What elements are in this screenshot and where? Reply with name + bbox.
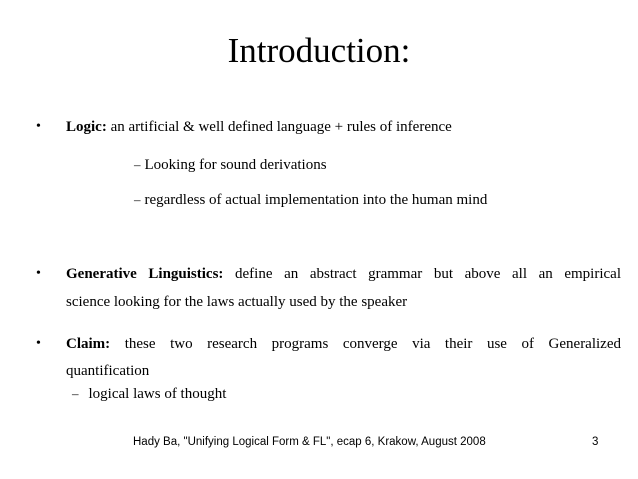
- slide-footer: Hady Ba, "Unifying Logical Form & FL", ecap 6, Krakow, August 2008: [133, 436, 486, 448]
- bullet-dot-icon: •: [36, 119, 41, 134]
- bullet-dot-icon: •: [36, 336, 41, 351]
- bullet-text-line-1: [66, 264, 621, 284]
- bullet-heading: Logic:: [66, 119, 107, 135]
- slide-title: Introduction:: [227, 31, 411, 70]
- subitem: [72, 384, 226, 404]
- bullet-body: these two research programs converge via their use of Generalized: [110, 336, 621, 352]
- subitem: [134, 155, 327, 175]
- page-number: 3: [592, 436, 599, 448]
- bullet-dot-icon: •: [36, 266, 41, 281]
- dash-icon: –: [134, 157, 141, 172]
- bullet-body: define an abstract grammar but above all an empirical: [223, 266, 621, 282]
- bullet-text-line-2: quantification: [66, 363, 150, 379]
- dash-icon: –: [72, 386, 79, 401]
- bullet-text-line-2: science looking for the laws actually used by the speaker: [66, 294, 408, 310]
- bullet-body: an artificial & well defined language + rules of inference: [106, 119, 452, 135]
- bullet-heading: Claim:: [66, 336, 111, 352]
- subitem: [134, 190, 487, 210]
- bullet-text: [66, 117, 452, 137]
- subitem-text: regardless of actual implementation into the human mind: [144, 192, 488, 208]
- subitem-text: Looking for sound derivations: [144, 157, 327, 173]
- subitem-text: logical laws of thought: [88, 386, 227, 402]
- bullet-heading: Generative Linguistics:: [66, 266, 224, 282]
- bullet-text-line-1: [66, 334, 621, 354]
- dash-icon: –: [134, 192, 141, 207]
